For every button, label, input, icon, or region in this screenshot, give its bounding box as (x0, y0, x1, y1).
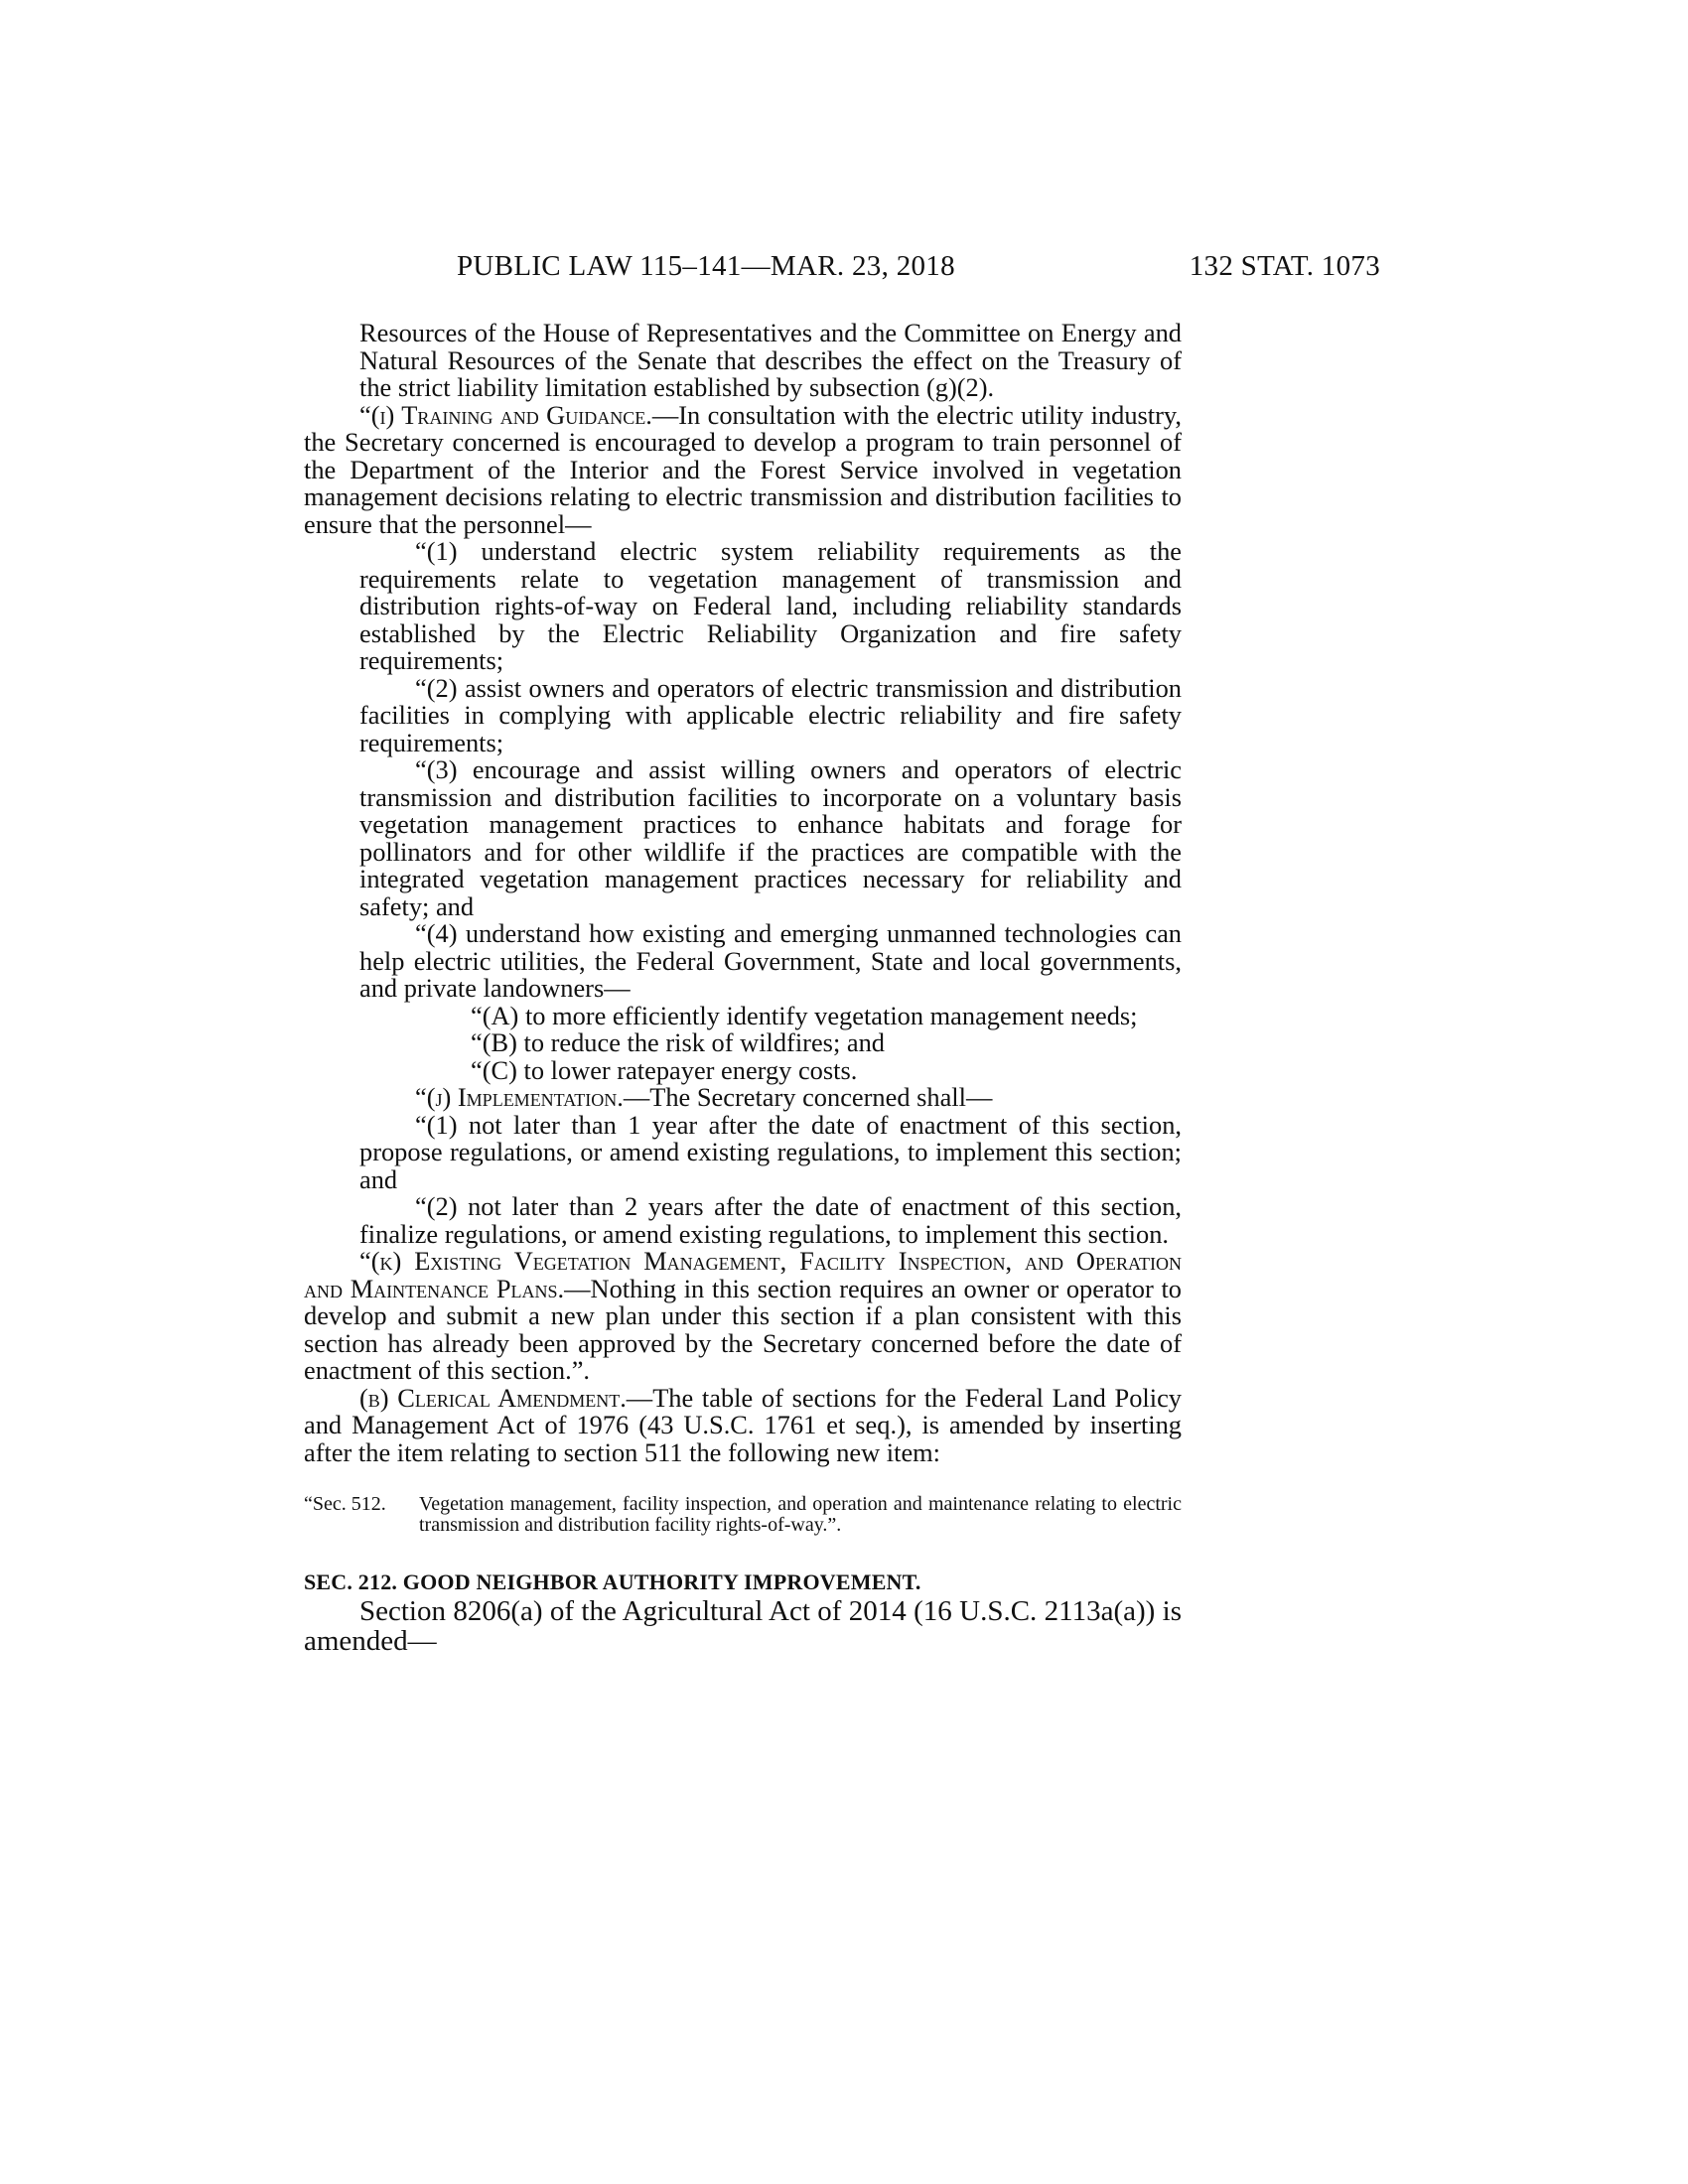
subsection-b-heading: (b) Clerical Amendment. (359, 1382, 627, 1413)
paragraph-continuation: Resources of the House of Representatives and the Committee on Energy and Natural Resources of the Senate that describes the effect on the Treasury of the strict liability limitation established by subsection (g)(2). (359, 318, 1182, 402)
page-header (457, 250, 1380, 290)
subsection-j (304, 1084, 1182, 1112)
subparagraph-i-4-C: “(C) to lower ratepayer energy costs. (471, 1054, 858, 1085)
subsection-j-text: —The Secretary concerned shall— (623, 1082, 993, 1112)
subsection-i-text: —In consultation with the electric utility industry, the Secretary concerned is encouraged to develop a program to train personnel of the Department of the Interior and the Forest Service involved in vegetation management decisions relating to electric transmission and distribution facilities to ensure that the personnel— (304, 399, 1183, 539)
paragraph-i-3: “(3) encourage and assist willing owners and operators of electric transmission and distribution facilities to incorporate on a voluntary basis vegetation management practices to enhance habitats and forage for pollinators and for other wildlife if the practices are compatible with the integrated vegetation management practices necessary for reliability and safety; and (359, 754, 1182, 921)
section-heading: SEC. 212. GOOD NEIGHBOR AUTHORITY IMPROVEMENT. (304, 1570, 921, 1594)
toc-section-number: “Sec. 512. (304, 1493, 386, 1515)
subsection-k-heading: “(k) Existing Vegetation Management, Facility Inspection, and Operation and Maintenance Plans. (304, 1246, 1182, 1303)
subsection-k (304, 1248, 1182, 1385)
paragraph-j-1: “(1) not later than 1 year after the date of enactment of this section, propose regulations, or amend existing regulations, to implement this section; and (359, 1109, 1182, 1194)
subsection-b-text: —The table of sections for the Federal Land Policy and Management Act of 1976 (43 U.S.C. 1761 et seq.), is amended by inserting after the item relating to section 511 the following new item: (304, 1382, 1183, 1467)
subsection-i-heading: “(i) Training and Guidance. (359, 399, 652, 430)
public-law-citation: PUBLIC LAW 115–141—MAR. 23, 2018 (457, 250, 955, 282)
section-text: Section 8206(a) of the Agricultural Act of 2014 (16 U.S.C. 2113a(a)) is amended— (304, 1594, 1182, 1657)
paragraph-i-1: “(1) understand electric system reliability requirements as the requirements relate to vegetation management of transmission and distribution rights-of-way on Federal land, including reliability standards established by the Electric Reliability Organization and fire safety requirements; (359, 536, 1182, 675)
paragraph-i-2: “(2) assist owners and operators of electric transmission and distribution facilities in complying with applicable electric reliability and fire safety requirements; (359, 672, 1182, 757)
subsection-i (304, 399, 1183, 539)
statute-page-number: 132 STAT. 1073 (1189, 250, 1380, 282)
table-of-sections-item (304, 1494, 1182, 1535)
document-body (304, 320, 1182, 1656)
subparagraph-i-4-B: “(B) to reduce the risk of wildfires; and (471, 1027, 885, 1057)
subsection-b (304, 1382, 1183, 1467)
paragraph-j-2: “(2) not later than 2 years after the date of enactment of this section, finalize regulations, or amend existing regulations, to implement this section. (359, 1191, 1182, 1249)
toc-section-title: Vegetation management, facility inspection, and operation and maintenance relating to electric transmission and distribution facility rights-of-way.”. (419, 1493, 1182, 1536)
paragraph-i-4: “(4) understand how existing and emerging unmanned technologies can help electric utilities, the Federal Government, State and local governments, and private landowners— (359, 918, 1182, 1003)
subsection-k-text: —Nothing in this section requires an owner or operator to develop and submit a new plan under this section if a plan consistent with this section has already been approved by the Secretary concerned before the date of enactment of this section.”. (304, 1273, 1182, 1385)
subparagraph-i-4-A: “(A) to more efficiently identify vegetation management needs; (471, 1000, 1138, 1030)
subsection-j-heading: “(j) Implementation. (415, 1082, 624, 1112)
